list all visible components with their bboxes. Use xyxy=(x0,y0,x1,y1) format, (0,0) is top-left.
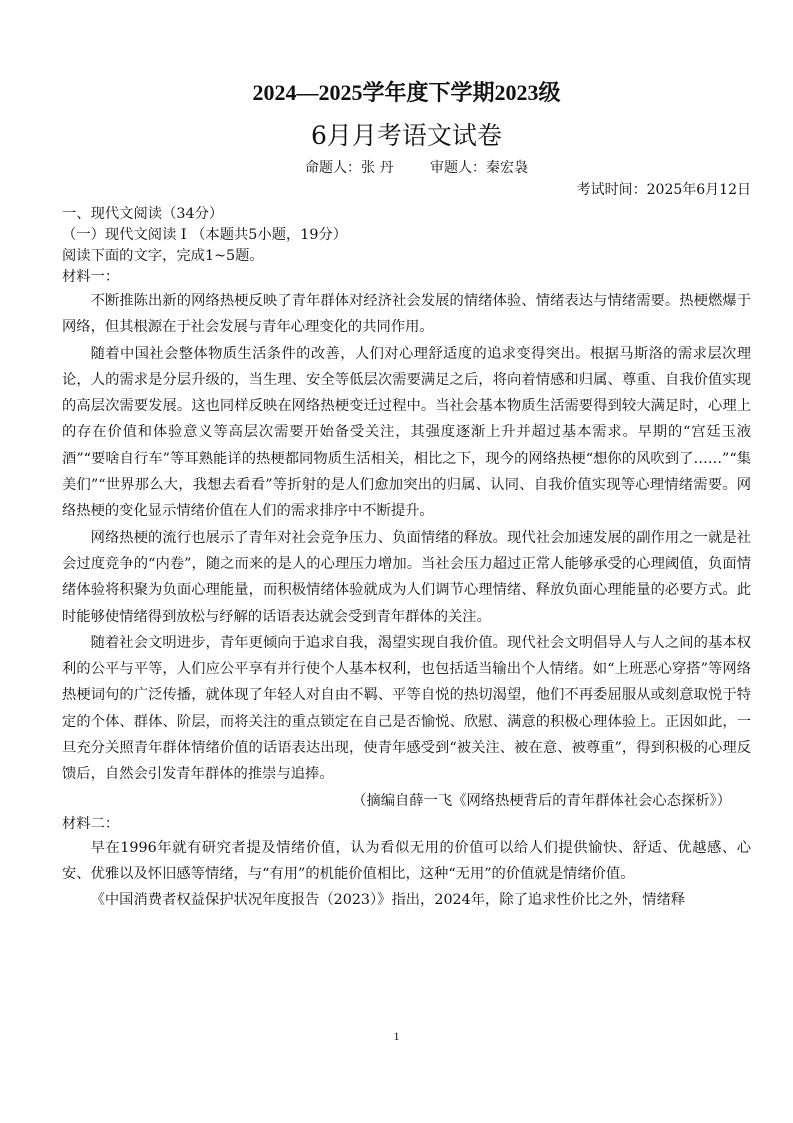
page-number: 1 xyxy=(393,1029,400,1043)
material1-paragraph: 随着社会文明进步，青年更倾向于追求自我，渴望实现自我价值。现代社会文明倡导人与人之间的基本权利的公平与平等，人们应公平享有并行使个人基本权利，也包括适当输出个人情绪。如“上班恶心穿搭”等网络热梗词句的广泛传播，就体现了年轻人对自由不羁、平等自悦的热切渴望，他们不再委屈服从或刻意取悦于特定的个体、群体、阶层，而将关注的重点锁定在自己是否愉悦、欣慰、满意的积极心理体验上。正因如此，一旦充分关照青年群体情绪价值的话语表达出现，使青年感受到“被关注、被在意、被尊重”，得到积极的心理反馈后，自然会引发青年群体的推崇与追捧。 xyxy=(62,634,751,783)
material1-paragraph: 网络热梗的流行也展示了青年对社会竞争压力、负面情绪的释放。现代社会加速发展的副作用之一就是社会过度竞争的“内卷”，随之而来的是人的心理压力增加。当社会压力超过正常人能够承受的心理阈值，负面情绪体验将积聚为负面心理能量，而积极情绪体验就成为人们调节心理情绪、释放负面心理能量的必要方式。此时能够使情绪得到放松与纾解的话语表达就会受到青年群体的关注。 xyxy=(62,529,751,625)
material1-label: 材料一： xyxy=(62,269,120,285)
reviewer-name: 审题人：秦宏袅 xyxy=(429,160,528,176)
section-subheading: （一）现代文阅读 I （本题共5小题，19分） xyxy=(62,227,348,243)
setter-name: 命题人：张 丹 xyxy=(305,160,394,176)
reading-instruction: 阅读下面的文字，完成1~5题。 xyxy=(62,248,264,264)
material2-paragraph: 早在1996年就有研究者提及情绪价值，认为看似无用的价值可以给人们提供愉快、舒适、优越感、心安、优雅以及怀旧感等情绪，与“有用”的机能价值相比，这种“无用”的价值就是情绪价值。 xyxy=(62,839,751,882)
material2-paragraph: 《中国消费者权益保护状况年度报告（2023）》指出，2024年，除了追求性价比之外，情绪释 xyxy=(90,892,686,909)
exam-title-line1: 2024—2025学年度下学期2023级 xyxy=(252,80,561,105)
material1-paragraph: 不断推陈出新的网络热梗反映了青年群体对经济社会发展的情绪体验、情绪表达与情绪需要。热梗燃爆于网络，但其根源在于社会发展与青年心理变化的共同作用。 xyxy=(62,293,751,336)
material1-source: （摘编自薛一飞《网络热梗背后的青年群体社会心态探析》） xyxy=(352,792,731,809)
material1-paragraph: 随着中国社会整体物质生活条件的改善，人们对心理舒适度的追求变得突出。根据马斯洛的需求层次理论，人的需求是分层升级的，当生理、安全等低层次需要满足之后，将向着情感和归属、尊重、自我价值实现的高层次需要发展。这也同样反映在网络热梗变迁过程中。当社会基本物质生活需要得到较大满足时，心理上的存在价值和体验意义等高层次需要开始备受关注，其强度逐渐上升并超过基本需求。早期的“宫廷玉液酒”“要啥自行车”等耳熟能详的热梗都同物质生活相关，相比之下，现今的网络热梗“想你的风吹到了……”“集美们”“世界那么大，我想去看看”等折射的是人们愈加突出的归属、认同、自我价值实现等心理情绪需要。网络热梗的变化显示情绪价值在人们的需求排序中不断提升。 xyxy=(62,345,751,520)
material2-label: 材料二： xyxy=(62,815,120,832)
section-heading: 一、现代文阅读（34分） xyxy=(62,206,224,222)
exam-time: 考试时间：2025年6月12日 xyxy=(576,182,751,198)
authors-line xyxy=(82,158,751,178)
exam-title-line2: 6月月考语文试卷 xyxy=(311,121,502,150)
